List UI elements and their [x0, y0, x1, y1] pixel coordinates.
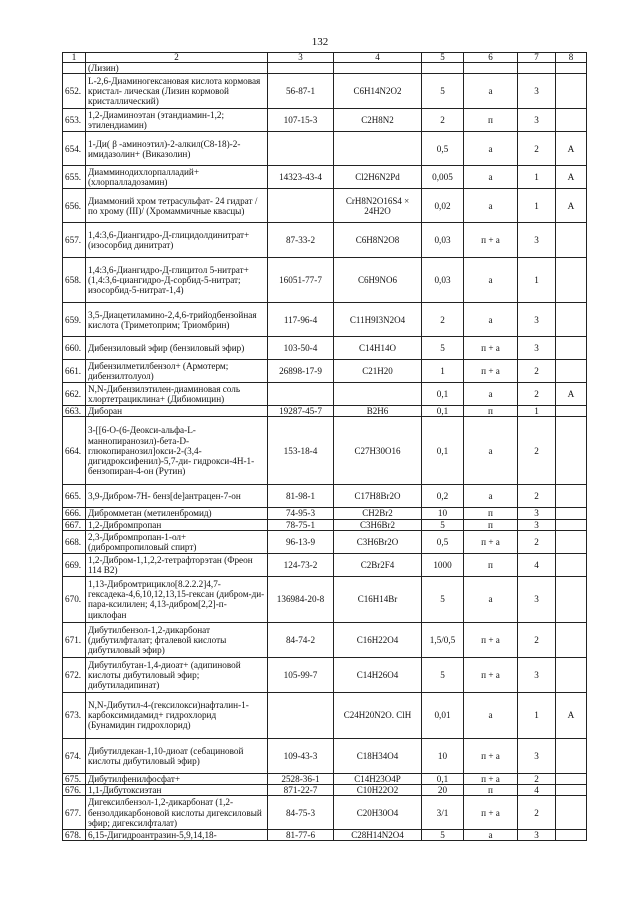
table-row: [63, 337, 587, 360]
substance-name: (Лизин): [86, 63, 268, 74]
table-row: [63, 63, 587, 74]
column-header: 6: [464, 53, 518, 63]
row-number: 659.: [63, 303, 86, 337]
note-mark: [556, 417, 587, 485]
cas-number: 96-13-9: [268, 530, 334, 553]
limit-value: 0,1: [422, 406, 464, 417]
chemical-formula: C3H6Br2: [334, 519, 422, 530]
cas-number: 117-96-4: [268, 303, 334, 337]
chemical-formula: C2H8N2: [334, 109, 422, 132]
limit-value: 0,02: [422, 189, 464, 223]
note-mark: [556, 485, 587, 508]
cas-number: 16051-77-7: [268, 258, 334, 303]
chemical-formula: C24H20N2O. ClH: [334, 692, 422, 738]
row-number: 666.: [63, 508, 86, 519]
limit-value: 2: [422, 303, 464, 337]
cas-number: 14323-43-4: [268, 166, 334, 189]
cas-number: 153-18-4: [268, 417, 334, 485]
limit-value: 0,2: [422, 485, 464, 508]
cas-number: 26898-17-9: [268, 360, 334, 383]
limit-value: [422, 63, 464, 74]
limit-value: 0,03: [422, 223, 464, 258]
hazard-class: 3: [518, 337, 556, 360]
row-number: 662.: [63, 383, 86, 406]
table-row: [63, 417, 587, 485]
table-row: [63, 132, 587, 166]
chemical-formula: CrH8N2O16S4 × 24H2O: [334, 189, 422, 223]
chemical-formula: C11H9I3N2O4: [334, 303, 422, 337]
note-mark: [556, 738, 587, 773]
row-number: 670.: [63, 576, 86, 622]
hazard-class: 3: [518, 508, 556, 519]
table-row: [63, 657, 587, 692]
row-number: 668.: [63, 530, 86, 553]
table-row: [63, 109, 587, 132]
aggregate-state: п + а: [464, 360, 518, 383]
aggregate-state: а: [464, 692, 518, 738]
limit-value: 10: [422, 508, 464, 519]
hazard-class: [518, 63, 556, 74]
substance-name: 3,9-Дибром-7Н- бенз[de]антрацен-7-он: [86, 485, 268, 508]
limit-value: 5: [422, 74, 464, 109]
hazard-class: 3: [518, 830, 556, 841]
table-row: [63, 166, 587, 189]
note-mark: [556, 74, 587, 109]
chemical-formula: C28H14N2O4: [334, 830, 422, 841]
substance-name: Дибутилбензол-1,2-дикарбонат (дибутилфталат; фталевой кислоты дибутиловый эфир): [86, 622, 268, 657]
aggregate-state: а: [464, 303, 518, 337]
table-row: [63, 553, 587, 576]
table-row: [63, 485, 587, 508]
hazard-class: 2: [518, 417, 556, 485]
header-row: [63, 53, 587, 63]
row-number: 658.: [63, 258, 86, 303]
cas-number: 107-15-3: [268, 109, 334, 132]
substance-name: N,N-Дибензилэтилен-диаминовая соль хлортетрациклина+ (Дибиомицин): [86, 383, 268, 406]
aggregate-state: а: [464, 383, 518, 406]
aggregate-state: п: [464, 785, 518, 796]
table-row: [63, 360, 587, 383]
chemical-formula: C6H9NO6: [334, 258, 422, 303]
table-row: [63, 576, 587, 622]
note-mark: А: [556, 189, 587, 223]
aggregate-state: п + а: [464, 657, 518, 692]
table-row: [63, 830, 587, 841]
hazard-class: 3: [518, 519, 556, 530]
cas-number: 2528-36-1: [268, 773, 334, 784]
limit-value: 0,1: [422, 383, 464, 406]
row-number: 664.: [63, 417, 86, 485]
cas-number: 87-33-2: [268, 223, 334, 258]
aggregate-state: п: [464, 508, 518, 519]
aggregate-state: п + а: [464, 738, 518, 773]
table-row: [63, 785, 587, 796]
note-mark: [556, 258, 587, 303]
substance-name: N,N-Дибутил-4-(гексилокси)нафталин-1-карбоксимидамид+ гидрохлорид (Бунамидин гидрохлорид): [86, 692, 268, 738]
substance-name: Диборан: [86, 406, 268, 417]
aggregate-state: п + а: [464, 773, 518, 784]
table-row: [63, 223, 587, 258]
note-mark: А: [556, 132, 587, 166]
note-mark: [556, 773, 587, 784]
hazard-class: 1: [518, 258, 556, 303]
row-number: 674.: [63, 738, 86, 773]
chemical-formula: B2H6: [334, 406, 422, 417]
substance-name: Дибутилфенилфосфат+: [86, 773, 268, 784]
note-mark: [556, 360, 587, 383]
note-mark: [556, 553, 587, 576]
aggregate-state: а: [464, 74, 518, 109]
cas-number: 136984-20-8: [268, 576, 334, 622]
aggregate-state: а: [464, 417, 518, 485]
chemical-formula: C21H20: [334, 360, 422, 383]
page-number: 132: [311, 36, 329, 48]
substance-name: Дибутилбутан-1,4-диоат+ (адипиновой кислоты дибутиловый эфир; дибутиладипинат): [86, 657, 268, 692]
table-row: [63, 519, 587, 530]
limit-value: 5: [422, 519, 464, 530]
row-number: 678.: [63, 830, 86, 841]
table-row: [63, 189, 587, 223]
note-mark: [556, 530, 587, 553]
table-row: [63, 303, 587, 337]
chemical-formula: C14H26O4: [334, 657, 422, 692]
hazard-class: 1: [518, 406, 556, 417]
chemical-formula: C16H14Br: [334, 576, 422, 622]
limit-value: 0,1: [422, 417, 464, 485]
note-mark: [556, 337, 587, 360]
note-mark: [556, 223, 587, 258]
row-number: 669.: [63, 553, 86, 576]
table-row: [63, 383, 587, 406]
substances-table: [62, 52, 587, 841]
note-mark: [556, 303, 587, 337]
substance-name: L-2,6-Диаминогексановая кислота кормовая кристал- лическая (Лизин кормовой кристаллический): [86, 74, 268, 109]
limit-value: 0,1: [422, 773, 464, 784]
table-row: [63, 74, 587, 109]
aggregate-state: а: [464, 189, 518, 223]
chemical-formula: C10H22O2: [334, 785, 422, 796]
substance-name: 1,2-Дибром-1,1,2,2-тетрафторэтан (Фреон 114 В2): [86, 553, 268, 576]
limit-value: 5: [422, 657, 464, 692]
table-row: [63, 796, 587, 830]
chemical-formula: C27H30O16: [334, 417, 422, 485]
limit-value: 10: [422, 738, 464, 773]
note-mark: [556, 508, 587, 519]
cas-number: 81-98-1: [268, 485, 334, 508]
substance-name: 1,13-Дибромтрицикло[8.2.2.2]4,7-гексадека-4,6,10,12,13,15-гексан (дибром-ди-пара-ксилилен; 4,13-дибром[2,2]-п-циклофан: [86, 576, 268, 622]
table-row: [63, 508, 587, 519]
note-mark: А: [556, 383, 587, 406]
cas-number: 103-50-4: [268, 337, 334, 360]
column-header: 1: [63, 53, 86, 63]
substance-name: Диамминодихлорпалладий+ (хлорпалладозамин): [86, 166, 268, 189]
limit-value: 0,005: [422, 166, 464, 189]
limit-value: 1: [422, 360, 464, 383]
row-number: 656.: [63, 189, 86, 223]
substance-name: Дибутилдекан-1,10-диоат (себациновой кислоты дибутиловый эфир): [86, 738, 268, 773]
chemical-formula: C20H30O4: [334, 796, 422, 830]
table-row: [63, 738, 587, 773]
limit-value: 1,5/0,5: [422, 622, 464, 657]
chemical-formula: C3H6Br2O: [334, 530, 422, 553]
substance-name: Дибензиловый эфир (бензиловый эфир): [86, 337, 268, 360]
row-number: 661.: [63, 360, 86, 383]
hazard-class: 1: [518, 189, 556, 223]
aggregate-state: п: [464, 553, 518, 576]
hazard-class: 2: [518, 485, 556, 508]
substance-name: Дибензилметилбензол+ (Армотерм; дибензилтолуол): [86, 360, 268, 383]
hazard-class: 4: [518, 553, 556, 576]
hazard-class: 3: [518, 657, 556, 692]
table-row: [63, 530, 587, 553]
hazard-class: 2: [518, 383, 556, 406]
cas-number: [268, 132, 334, 166]
table-row: [63, 406, 587, 417]
substance-name: 1,2-Диаминоэтан (этандиамин-1,2; этилендиамин): [86, 109, 268, 132]
cas-number: [268, 692, 334, 738]
aggregate-state: а: [464, 132, 518, 166]
row-number: 652.: [63, 74, 86, 109]
substance-name: 1-Ди( β -аминоэтил)-2-алкил(С8-18)-2-имидазолин+ (Виказолин): [86, 132, 268, 166]
row-number: 671.: [63, 622, 86, 657]
substance-name: Дигексилбензол-1,2-дикарбонат (1,2-бензолдикарбоновой кислоты дигексиловый эфир; дигексилфталат): [86, 796, 268, 830]
column-header: 4: [334, 53, 422, 63]
chemical-formula: CH2Br2: [334, 508, 422, 519]
table-row: [63, 622, 587, 657]
cas-number: 124-73-2: [268, 553, 334, 576]
cas-number: 871-22-7: [268, 785, 334, 796]
limit-value: 20: [422, 785, 464, 796]
row-number: 660.: [63, 337, 86, 360]
hazard-class: 2: [518, 132, 556, 166]
cas-number: [268, 383, 334, 406]
substance-name: 2,3-Дибромпропан-1-ол+ (дибромпропиловый спирт): [86, 530, 268, 553]
substance-name: 1,4:3,6-Диангидро-Д-глицидолдинитрат+ (изосорбид динитрат): [86, 223, 268, 258]
cas-number: 81-77-6: [268, 830, 334, 841]
limit-value: 0,5: [422, 530, 464, 553]
chemical-formula: C6H14N2O2: [334, 74, 422, 109]
column-header: 7: [518, 53, 556, 63]
note-mark: [556, 63, 587, 74]
limit-value: 0,5: [422, 132, 464, 166]
row-number: 654.: [63, 132, 86, 166]
substance-name: 3-[[6-O-(6-Деокси-альфа-L-маннопиранозил)-бета-D-глюкопиранозил]окси-2-(3,4-дигидроксифенил)-5,7-ди- гидрокси-4Н-1-бензопиран-4-он (Рутин): [86, 417, 268, 485]
hazard-class: 4: [518, 785, 556, 796]
chemical-formula: C6H8N2O8: [334, 223, 422, 258]
cas-number: 74-95-3: [268, 508, 334, 519]
hazard-class: 2: [518, 796, 556, 830]
row-number: 653.: [63, 109, 86, 132]
note-mark: [556, 622, 587, 657]
substance-name: Диаммоний хром тетрасульфат- 24 гидрат /по хрому (III)/ (Хромаммичные квасцы): [86, 189, 268, 223]
cas-number: 56-87-1: [268, 74, 334, 109]
chemical-formula: C17H8Br2O: [334, 485, 422, 508]
hazard-class: 2: [518, 360, 556, 383]
aggregate-state: п + а: [464, 530, 518, 553]
hazard-class: 3: [518, 74, 556, 109]
limit-value: 0,03: [422, 258, 464, 303]
chemical-formula: C14H23O4P: [334, 773, 422, 784]
aggregate-state: а: [464, 576, 518, 622]
row-number: [63, 63, 86, 74]
cas-number: 19287-45-7: [268, 406, 334, 417]
substance-name: 1,2-Дибромпропан: [86, 519, 268, 530]
row-number: 676.: [63, 785, 86, 796]
chemical-formula: C18H34O4: [334, 738, 422, 773]
cas-number: 105-99-7: [268, 657, 334, 692]
chemical-formula: C14H14O: [334, 337, 422, 360]
cas-number: [268, 189, 334, 223]
hazard-class: 2: [518, 530, 556, 553]
limit-value: 3/1: [422, 796, 464, 830]
row-number: 672.: [63, 657, 86, 692]
cas-number: 78-75-1: [268, 519, 334, 530]
hazard-class: 3: [518, 223, 556, 258]
aggregate-state: а: [464, 485, 518, 508]
chemical-formula: [334, 132, 422, 166]
aggregate-state: а: [464, 258, 518, 303]
note-mark: [556, 109, 587, 132]
hazard-class: 3: [518, 303, 556, 337]
row-number: 655.: [63, 166, 86, 189]
aggregate-state: п + а: [464, 223, 518, 258]
substance-name: 1,4:3,6-Диангидро-Д-глицитол 5-нитрат+ (1,4:3,6-циангидро-Д-сорбид-5-нитрат; изосорбид-5-нитрат-1,4): [86, 258, 268, 303]
note-mark: [556, 657, 587, 692]
row-number: 673.: [63, 692, 86, 738]
table-row: [63, 692, 587, 738]
row-number: 677.: [63, 796, 86, 830]
limit-value: 5: [422, 337, 464, 360]
chemical-formula: [334, 383, 422, 406]
note-mark: А: [556, 692, 587, 738]
aggregate-state: п: [464, 109, 518, 132]
aggregate-state: а: [464, 830, 518, 841]
cas-number: 84-75-3: [268, 796, 334, 830]
chemical-formula: [334, 63, 422, 74]
hazard-class: 3: [518, 738, 556, 773]
cas-number: [268, 63, 334, 74]
note-mark: [556, 576, 587, 622]
column-header: 8: [556, 53, 587, 63]
note-mark: [556, 796, 587, 830]
chemical-formula: Cl2H6N2Pd: [334, 166, 422, 189]
aggregate-state: п: [464, 519, 518, 530]
aggregate-state: [464, 63, 518, 74]
hazard-class: 2: [518, 622, 556, 657]
row-number: 663.: [63, 406, 86, 417]
hazard-class: 3: [518, 109, 556, 132]
cas-number: 84-74-2: [268, 622, 334, 657]
aggregate-state: п: [464, 406, 518, 417]
table-row: [63, 258, 587, 303]
hazard-class: 1: [518, 166, 556, 189]
substance-name: 6,15-Дигидроантразин-5,9,14,18-: [86, 830, 268, 841]
hazard-class: 3: [518, 576, 556, 622]
substance-name: Дибромметан (метиленбромид): [86, 508, 268, 519]
aggregate-state: а: [464, 166, 518, 189]
note-mark: А: [556, 166, 587, 189]
row-number: 665.: [63, 485, 86, 508]
limit-value: 0,01: [422, 692, 464, 738]
hazard-class: 1: [518, 692, 556, 738]
row-number: 667.: [63, 519, 86, 530]
substance-name: 3,5-Диацетиламино-2,4,6-трийодбензойная кислота (Триметоприм; Триомбрин): [86, 303, 268, 337]
chemical-formula: C2Br2F4: [334, 553, 422, 576]
note-mark: [556, 519, 587, 530]
aggregate-state: п + а: [464, 796, 518, 830]
cas-number: 109-43-3: [268, 738, 334, 773]
note-mark: [556, 830, 587, 841]
limit-value: 1000: [422, 553, 464, 576]
aggregate-state: п + а: [464, 337, 518, 360]
limit-value: 5: [422, 830, 464, 841]
column-header: 2: [86, 53, 268, 63]
note-mark: [556, 406, 587, 417]
hazard-class: 2: [518, 773, 556, 784]
note-mark: [556, 785, 587, 796]
table-row: [63, 773, 587, 784]
row-number: 657.: [63, 223, 86, 258]
aggregate-state: п + а: [464, 622, 518, 657]
row-number: 675.: [63, 773, 86, 784]
column-header: 5: [422, 53, 464, 63]
substance-name: 1,1-Дибутоксиэтан: [86, 785, 268, 796]
column-header: 3: [268, 53, 334, 63]
chemical-formula: C16H22O4: [334, 622, 422, 657]
limit-value: 5: [422, 576, 464, 622]
limit-value: 2: [422, 109, 464, 132]
